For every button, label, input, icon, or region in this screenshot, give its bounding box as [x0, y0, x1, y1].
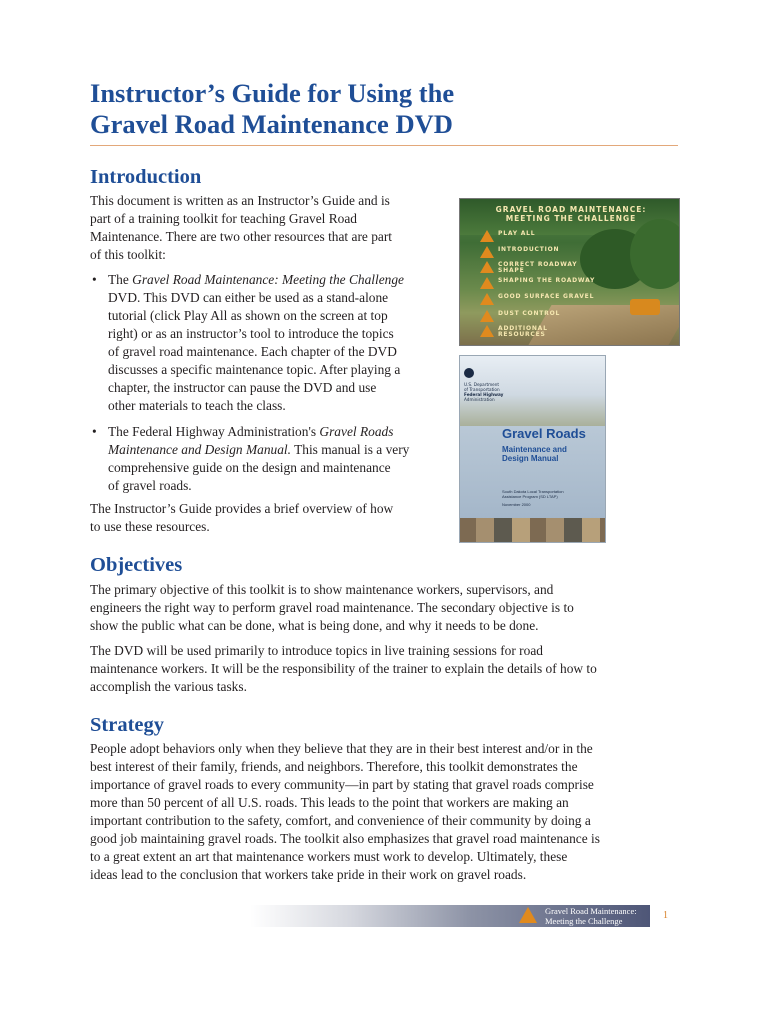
bullet-text: discusses a specific maintenance topic. After playing a: [108, 362, 401, 377]
bullet-text: This manual is a very: [290, 442, 410, 457]
intro-line: of this toolkit:: [90, 247, 166, 262]
strategy-line: best interest of their family, friends, and neighbors. Therefore, this toolkit demonstrates the: [90, 759, 578, 774]
list-item: [90, 271, 440, 415]
bullet-text: of gravel roads.: [108, 478, 192, 493]
strategy-line: importance of gravel roads to every community—in part by stating that gravel roads comprise: [90, 777, 594, 792]
bullet-icon: •: [92, 272, 97, 287]
program-line: Assistance Program (SD LTAP): [502, 494, 558, 499]
intro-line: Maintenance. There are two other resources that are part: [90, 229, 393, 244]
manual-title-italic: Maintenance and Design Manual.: [108, 442, 291, 457]
cover-program: [502, 489, 564, 507]
bullet-text: DVD. This DVD can either be used as a stand-alone: [108, 290, 389, 305]
closing-line: to use these resources.: [90, 519, 210, 534]
strategy-line: ideas lead to the conclusion that workers take pride in their work on gravel roads.: [90, 867, 527, 882]
objectives-line: show the public what can be done, what is being done, and why it needs to be done.: [90, 618, 539, 633]
dvd-title-line: MEETING THE CHALLENGE: [505, 214, 637, 223]
photo-strip: [460, 518, 605, 542]
bullet-text: tutorial (click Play All as shown on the screen at top: [108, 308, 388, 323]
cover-subtitle: [502, 445, 567, 463]
cover-title: Gravel Roads: [502, 426, 586, 441]
bullet-text: The: [108, 272, 133, 287]
strategy-line: good job maintaining gravel roads. The toolkit also emphasizes that gravel road maintenance is: [90, 831, 600, 846]
warning-triangle-icon: [480, 310, 494, 322]
warning-triangle-icon: [480, 277, 494, 289]
resource-list: [90, 271, 440, 503]
objectives-line: maintenance workers. It will be the responsibility of the trainer to explain the details of how to: [90, 661, 597, 676]
bullet-icon: •: [92, 424, 97, 439]
menu-label: ADDITIONAL RESOURCES: [498, 325, 548, 338]
cover-date: November 2000: [502, 502, 531, 507]
page-title-line2: Gravel Road Maintenance DVD: [90, 109, 453, 139]
introduction-paragraph: [90, 192, 440, 264]
agency-name: [464, 382, 524, 402]
dvd-menu-image: [459, 198, 680, 346]
dvd-title-line: GRAVEL ROAD MAINTENANCE:: [495, 205, 647, 214]
warning-triangle-icon: [480, 230, 494, 242]
dot-logo-icon: [464, 368, 474, 378]
subtitle-line: Maintenance and: [502, 445, 567, 454]
agency-line: of Transportation: [464, 387, 500, 392]
agency-line: U.S. Department: [464, 382, 500, 387]
strategy-line: People adopt behaviors only when they believe that they are in their best interest and/or in the: [90, 741, 593, 756]
strategy-heading: Strategy: [90, 714, 165, 736]
title-divider: [90, 145, 678, 146]
warning-triangle-icon: [480, 261, 494, 273]
bullet-text: The Federal Highway Administration's: [108, 424, 320, 439]
objectives-line: The DVD will be used primarily to introduce topics in live training sessions for road: [90, 643, 543, 658]
page-title: [90, 78, 690, 140]
introduction-closing: [90, 500, 440, 536]
warning-triangle-icon: [519, 907, 537, 923]
footer-line: Gravel Road Maintenance:: [545, 906, 637, 916]
grader-icon: [630, 299, 660, 315]
intro-line: part of a training toolkit for teaching Gravel Road: [90, 211, 357, 226]
objectives-heading: Objectives: [90, 554, 183, 576]
objectives-line: engineers the right way to perform gravel road maintenance. The secondary objective is to: [90, 600, 574, 615]
bullet-text: other materials to teach the class.: [108, 398, 286, 413]
introduction-heading: Introduction: [90, 166, 202, 188]
menu-label: DUST CONTROL: [498, 310, 561, 317]
agency-line: Federal Highway: [464, 392, 504, 397]
bullet-text: right) or as an instructor’s tool to introduce the topics: [108, 326, 394, 341]
bullet-text: chapter, the instructor can pause the DVD and use: [108, 380, 377, 395]
menu-label: CORRECT ROADWAY SHAPE: [498, 261, 578, 274]
agency-line: Administration: [464, 397, 495, 402]
strategy-line: to a great extent an art that maintenance workers must work to develop. Ultimately, these: [90, 849, 568, 864]
menu-label: SHAPING THE ROADWAY: [498, 277, 596, 284]
objectives-paragraph-1: [90, 581, 684, 635]
objectives-paragraph-2: [90, 642, 684, 696]
manual-cover-image: [459, 355, 606, 543]
dvd-title-italic: Gravel Road Maintenance: Meeting the Challenge: [132, 272, 404, 287]
strategy-paragraph: [90, 740, 684, 884]
menu-label: GOOD SURFACE GRAVEL: [498, 293, 595, 300]
dvd-menu-title: [476, 205, 666, 223]
list-item: [90, 423, 440, 495]
strategy-line: more than 50 percent of all U.S. roads. This leads to the point that workers are making an: [90, 795, 569, 810]
warning-triangle-icon: [480, 325, 494, 337]
closing-line: The Instructor’s Guide provides a brief overview of how: [90, 501, 394, 516]
objectives-line: The primary objective of this toolkit is to show maintenance workers, supervisors, and: [90, 582, 554, 597]
menu-label: INTRODUCTION: [498, 246, 560, 253]
footer-line: Meeting the Challenge: [545, 915, 623, 926]
subtitle-line: Design Manual: [502, 454, 559, 463]
menu-label: PLAY ALL: [498, 230, 536, 237]
page-number: 1: [663, 910, 668, 921]
strategy-line: important contribution to the safety, comfort, and convenience of their community by doing a: [90, 813, 591, 828]
page-title-line1: Instructor’s Guide for Using the: [90, 78, 455, 108]
warning-triangle-icon: [480, 246, 494, 258]
manual-title-italic: Gravel Roads: [319, 424, 394, 439]
bullet-text: of gravel road maintenance. Each chapter of the DVD: [108, 344, 397, 359]
warning-triangle-icon: [480, 293, 494, 305]
program-line: South Dakota Local Transportation: [502, 489, 564, 494]
objectives-line: accomplish the various tasks.: [90, 679, 247, 694]
footer-title: [545, 907, 655, 926]
intro-line: This document is written as an Instructor’s Guide and is: [90, 193, 390, 208]
bullet-text: comprehensive guide on the design and maintenance: [108, 460, 391, 475]
